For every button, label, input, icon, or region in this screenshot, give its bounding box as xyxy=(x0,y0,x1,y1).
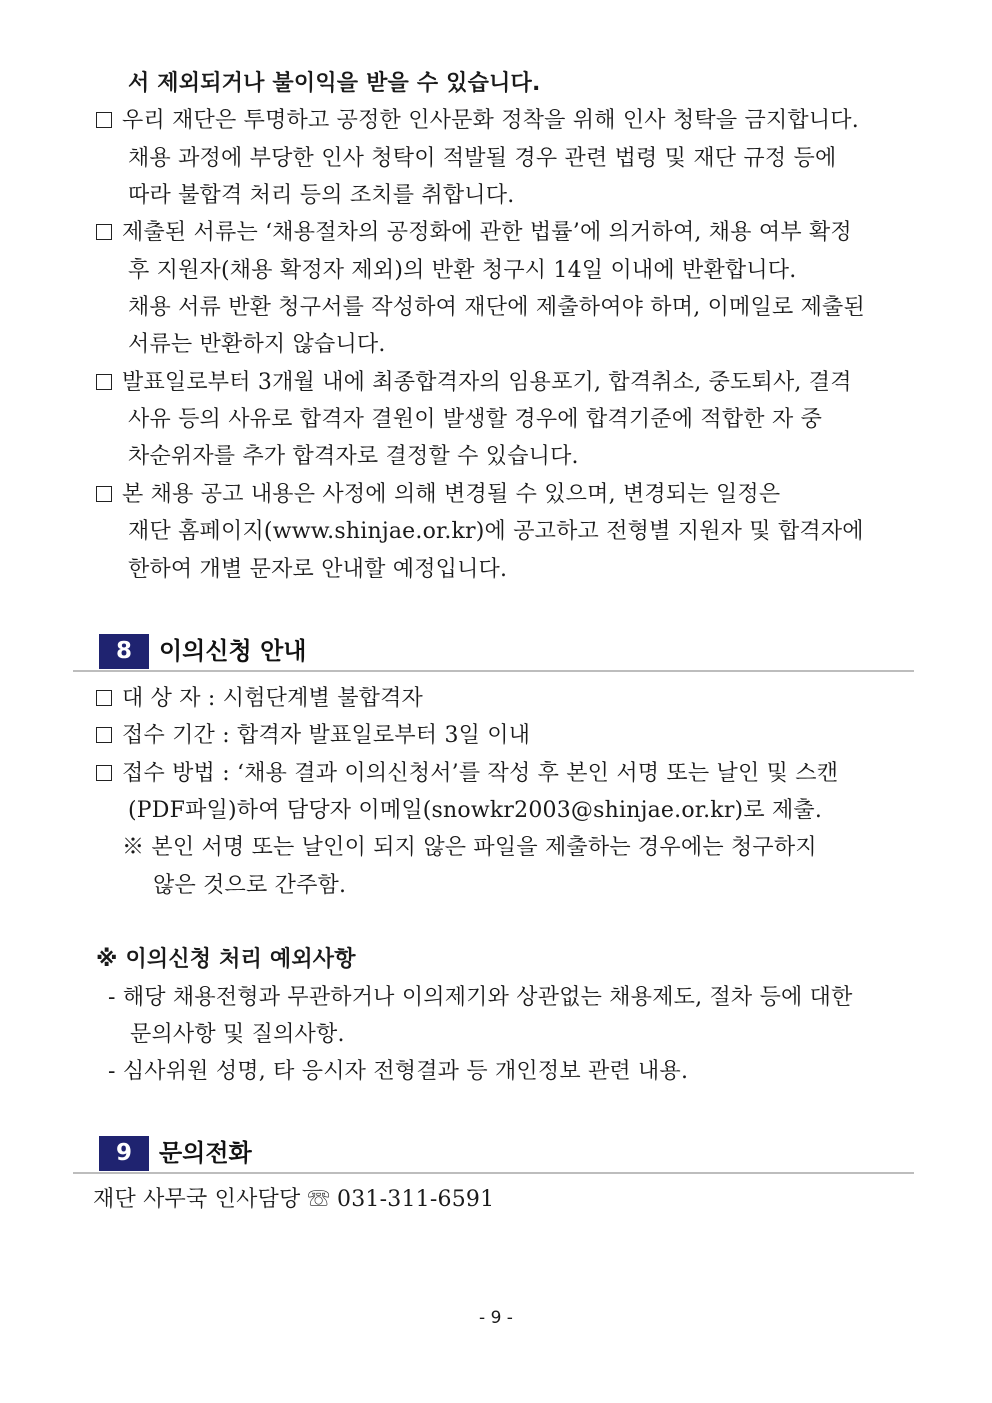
checkbox-icon xyxy=(96,374,112,390)
section-title: 이의신청 안내 xyxy=(159,637,307,665)
notice-item xyxy=(96,106,859,136)
section-title: 문의전화 xyxy=(159,1139,252,1167)
exception-item: 문의사항 및 질의사항. xyxy=(130,1022,345,1047)
objection-method-text: (PDF파일)하여 담당자 이메일(snowkr2003@shinjae.or.kr)로 제출. xyxy=(128,798,823,823)
notice-text: 한하여 개별 문자로 안내할 예정입니다. xyxy=(128,557,508,582)
notice-text: 재단 홈페이지(www.shinjae.or.kr)에 공고하고 전형별 지원자 및 합격자에 xyxy=(128,519,864,544)
page-number: - 9 - xyxy=(479,1308,513,1328)
objection-period-text: 접수 기간 : 합격자 발표일로부터 3일 이내 xyxy=(122,723,531,748)
objection-period xyxy=(96,721,530,751)
contact-phone: 재단 사무국 인사담당 ☏ 031-311-6591 xyxy=(93,1187,495,1212)
notice-text: 사유 등의 사유로 합격자 결원이 발생할 경우에 합격기준에 적합한 자 중 xyxy=(128,407,823,432)
section-number-badge: 9 xyxy=(99,1136,149,1171)
checkbox-icon xyxy=(96,765,112,781)
notice-continuation: 서 제외되거나 불이익을 받을 수 있습니다. xyxy=(128,71,541,96)
checkbox-icon xyxy=(96,224,112,240)
objection-method xyxy=(96,759,838,789)
notice-text: 후 지원자(채용 확정자 제외)의 반환 청구시 14일 이내에 반환합니다. xyxy=(128,258,797,283)
exception-item: - 해당 채용전형과 무관하거나 이의제기와 상관없는 채용제도, 절차 등에 대한 xyxy=(108,985,853,1010)
section-number-badge: 8 xyxy=(99,634,149,669)
notice-text: 채용 서류 반환 청구서를 작성하여 재단에 제출하여야 하며, 이메일로 제출된 xyxy=(128,295,865,320)
notice-text: 제출된 서류는 ‘채용절차의 공정화에 관한 법률’에 의거하여, 채용 여부 확정 xyxy=(122,220,852,245)
objection-method-text: 접수 방법 : ‘채용 결과 이의신청서’를 작성 후 본인 서명 또는 날인 및 스캔 xyxy=(122,761,839,786)
section-9-header xyxy=(73,1136,914,1174)
notice-text: 서류는 반환하지 않습니다. xyxy=(128,332,386,357)
notice-text: 채용 과정에 부당한 인사 청탁이 적발될 경우 관련 법령 및 재단 규정 등에 xyxy=(128,146,837,171)
notice-text: 우리 재단은 투명하고 공정한 인사문화 정착을 위해 인사 청탁을 금지합니다. xyxy=(122,108,859,133)
notice-item xyxy=(96,218,852,248)
notice-text: 발표일로부터 3개월 내에 최종합격자의 임용포기, 합격취소, 중도퇴사, 결격 xyxy=(122,370,852,395)
objection-note: ※ 본인 서명 또는 날인이 되지 않은 파일을 제출하는 경우에는 청구하지 xyxy=(122,835,817,860)
notice-text: 따라 불합격 처리 등의 조치를 취합니다. xyxy=(128,183,515,208)
objection-target-text: 대 상 자 : 시험단계별 불합격자 xyxy=(122,686,424,711)
exception-item: - 심사위원 성명, 타 응시자 전형결과 등 개인정보 관련 내용. xyxy=(108,1059,689,1084)
notice-text: 차순위자를 추가 합격자로 결정할 수 있습니다. xyxy=(128,444,579,469)
checkbox-icon xyxy=(96,727,112,743)
checkbox-icon xyxy=(96,112,112,128)
checkbox-icon xyxy=(96,690,112,706)
objection-note: 않은 것으로 간주함. xyxy=(153,873,347,898)
section-8-header xyxy=(73,634,914,672)
objection-target xyxy=(96,684,423,714)
notice-item xyxy=(96,368,852,398)
notice-text: 본 채용 공고 내용은 사정에 의해 변경될 수 있으며, 변경되는 일정은 xyxy=(122,482,781,507)
exception-title: ※ 이의신청 처리 예외사항 xyxy=(96,947,356,972)
checkbox-icon xyxy=(96,486,112,502)
notice-item xyxy=(96,480,780,510)
